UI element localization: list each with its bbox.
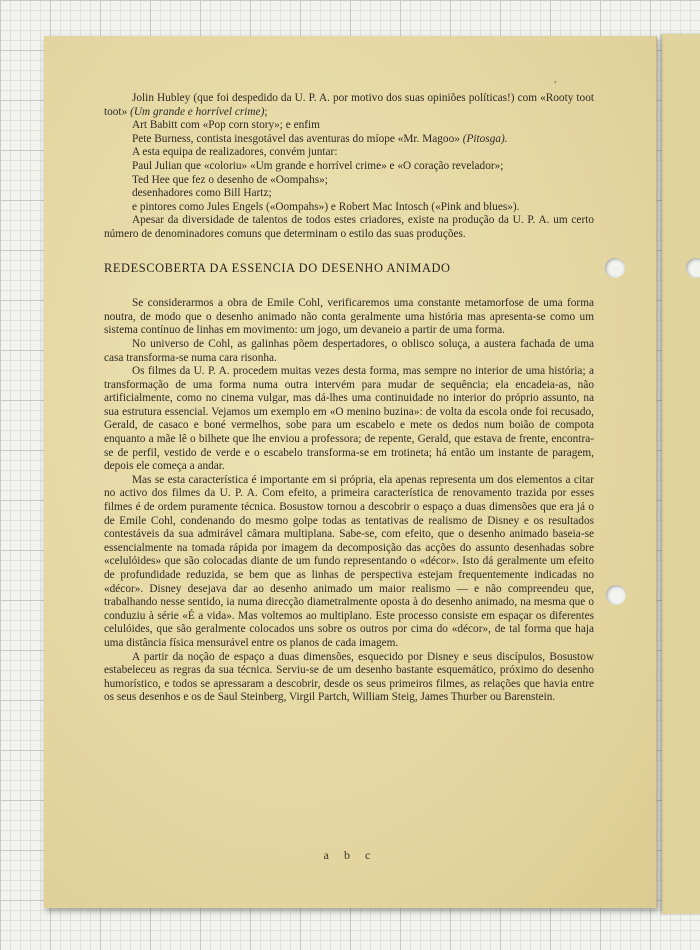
body-paragraph: Se considerarmos a obra de Emile Cohl, verificaremos uma constante metamorfose de uma forma noutra, de modo que o desenho animado não conta geralmente uma história mas apresenta-se como um sistema contínuo de linhas em movimento: um jogo, um devaneio a partir de uma forma.	[104, 297, 594, 337]
section-title: REDESCOBERTA DA ESSENCIA DO DESENHO ANIMADO	[104, 260, 451, 275]
intro-line: Paul Julian que «coloriu» «Um grande e horrível crime» e «O coração revelador»;	[132, 159, 504, 172]
body-block	[104, 297, 594, 705]
page-text	[104, 92, 594, 705]
intro-block	[104, 92, 594, 242]
intro-line: Art Babitt com «Pop corn story»; e enfim	[132, 119, 320, 132]
page-footer: a b c	[323, 848, 377, 862]
binder-hole	[605, 258, 625, 278]
body-paragraph: A partir da noção de espaço a duas dimensões, esquecido por Disney e seus discípulos, Bosustow estabeleceu as regras da sua técnica. Serviu-se de um desenho bastante esquemático, próximo do desenho humorístico, e todos se apressaram a descobrir, desde os seus primeiros filmes, as relações que havia entre os seus desenhos e os de Saul Steinberg, Virgil Partch, William Steig, James Thurber ou Barenstein.	[104, 650, 594, 704]
binder-hole	[686, 258, 700, 278]
intro-line: e pintores como Jules Engels («Oompahs») e Robert Mac Intosch («Pink and blues»).	[132, 200, 520, 213]
intro-line: Pete Burness, contista inesgotável das aventuras do míope «Mr. Magoo» (Pitosga).	[132, 132, 508, 145]
body-paragraph: Mas se esta característica é importante em si própria, ela apenas representa um dos elementos a citar no activo dos filmes da U. P. A. Com efeito, a primeira característica de renovamento trazida por esses filmes é de ordem puramente técnica. Bosustow tornou a descobrir o espaço a duas dimensões que era já o de Emile Cohl, condenando do mesmo golpe todas as tentativas de realismo de Disney e os resultados contestáveis da sua admirável câmara multiplana. Sabe-se, com efeito, que o desenho animado baseia-se essencialmente na tomada rápida por imagem da decomposição das acções do assunto desenhadas sobre «celulóides» que são colocadas diante de um fundo representando o «décor». Isto dá geralmente um efeito de profundidade reduzida, se bem que as linhas de perspectiva estejam frequentemente indicadas no «décor». Disney desejava dar ao desenho animado um maior realismo — e não compreendeu que, trabalhando nesse sentido, ia numa direcção diametralmente oposta à do desenho animado, na mesma que o conduziu à série «É a vida». Mas voltemos ao multiplano. Este processo consiste em espaçar os diferentes celulóides, que são geralmente colocados uns sobre os outros por cima do «décor», de tal forma que haja uma distância física mensurável entre os planos de cada imagem.	[104, 473, 594, 649]
page-mark: '	[554, 80, 556, 91]
intro-line: A esta equipa de realizadores, convém juntar:	[132, 146, 338, 159]
body-paragraph: No universo de Cohl, as galinhas põem despertadores, o oblisco soluça, a austera fachada de uma casa transforma-se numa cara risonha.	[104, 337, 594, 364]
intro-line: Jolin Hubley (que foi despedido da U. P. A. por motivo dos suas opiniões políticas!) com «Rooty toot toot» (Um grande e horrível crime);	[104, 92, 594, 118]
intro-line: desenhadores como Bill Hartz;	[132, 187, 272, 200]
intro-line: Apesar da diversidade de talentos de todos estes criadores, existe na produção da U. P. A. um certo número de denominadores comuns que determinam o estilo das suas produções.	[104, 214, 594, 240]
binder-hole	[606, 585, 626, 605]
body-paragraph: Os filmes da U. P. A. procedem muitas vezes desta forma, mas sempre no interior de uma história; a transformação de uma forma numa outra intervém para mudar de sequência; ela encadeia-as, não artificialmente, como no cinema vulgar, mas dá-lhes uma continuidade no interior do próprio assunto, na sua estrutura essencial. Vejamos um exemplo em «O menino buzina»: de volta da escola onde foi recusado, Gerald, de casaco e boné vermelhos, sobe para um escabelo e mete os dedos num boião de compota enquanto a mãe lê o bilhete que lhe enviou a professora; de repente, Gerald, que estava de frente, encontra-se de perfil, vestido de verde e o escabelo transforma-se em trotineta; há então um instante de paragem, depois ele começa a andar.	[104, 365, 594, 473]
intro-line: Ted Hee que fez o desenho de «Oompahs»;	[132, 173, 328, 186]
document-page	[44, 36, 657, 908]
next-page-edge	[662, 34, 700, 914]
